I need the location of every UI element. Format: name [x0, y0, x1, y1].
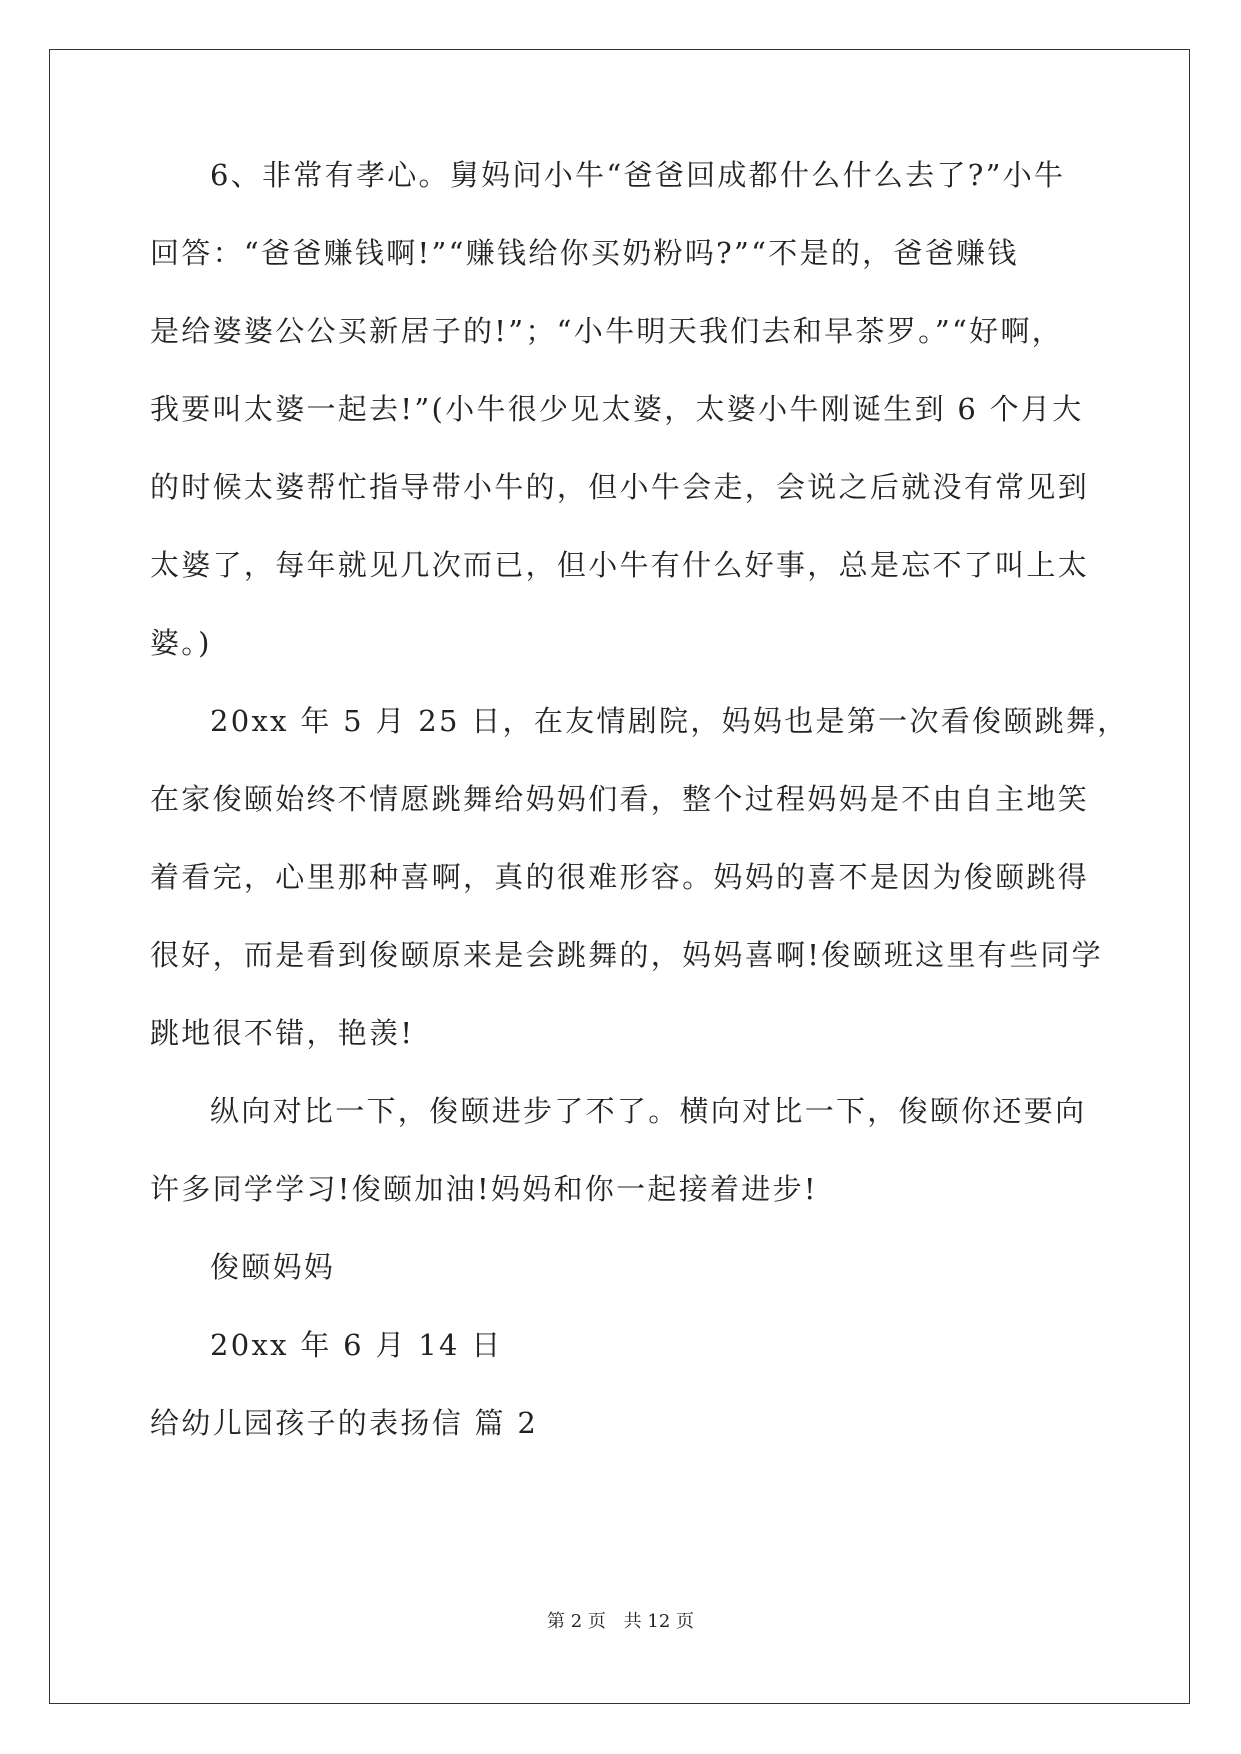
page-footer	[0, 1607, 1241, 1633]
paragraph-2-line-2: 在家俊颐始终不情愿跳舞给妈妈们看，整个过程妈妈是不由自主地笑	[150, 782, 1090, 816]
paragraph-2-line-3: 着看完，心里那种喜啊，真的很难形容。妈妈的喜不是因为俊颐跳得	[150, 860, 1090, 894]
paragraph-1-line-5: 的时候太婆帮忙指导带小牛的，但小牛会走，会说之后就没有常见到	[150, 470, 1090, 504]
page-total: 共 12 页	[623, 1611, 694, 1632]
paragraph-2-line-5: 跳地很不错，艳羡!	[150, 1016, 415, 1050]
paragraph-3-line-1: 纵向对比一下，俊颐进步了不了。横向对比一下，俊颐你还要向	[210, 1094, 1087, 1128]
paragraph-3-line-2: 许多同学学习!俊颐加油!妈妈和你一起接着进步!	[150, 1172, 818, 1206]
paragraph-1-line-7: 婆。)	[150, 626, 212, 660]
paragraph-1-line-6: 太婆了，每年就见几次而已，但小牛有什么好事，总是忘不了叫上太	[150, 548, 1090, 582]
signature: 俊颐妈妈	[210, 1250, 336, 1284]
paragraph-2-line-4: 很好，而是看到俊颐原来是会跳舞的，妈妈喜啊!俊颐班这里有些同学	[150, 938, 1103, 972]
page-number: 第 2 页	[547, 1611, 606, 1632]
paragraph-1-line-1: 6、非常有孝心。舅妈问小牛“爸爸回成都什么什么去了?”小牛	[210, 158, 1066, 192]
paragraph-1-line-2: 回答：“爸爸赚钱啊!”“赚钱给你买奶粉吗?”“不是的，爸爸赚钱	[150, 236, 1019, 270]
paragraph-1-line-3: 是给婆婆公公买新居子的!”；“小牛明天我们去和早茶罗。”“好啊，	[150, 314, 1064, 348]
paragraph-2-line-1: 20xx 年 5 月 25 日，在友情剧院，妈妈也是第一次看俊颐跳舞，	[210, 704, 1129, 738]
section-heading: 给幼儿园孩子的表扬信 篇 2	[150, 1406, 539, 1440]
paragraph-1-line-4: 我要叫太婆一起去!”(小牛很少见太婆，太婆小牛刚诞生到 6 个月大	[150, 392, 1084, 426]
date: 20xx 年 6 月 14 日	[210, 1328, 503, 1362]
